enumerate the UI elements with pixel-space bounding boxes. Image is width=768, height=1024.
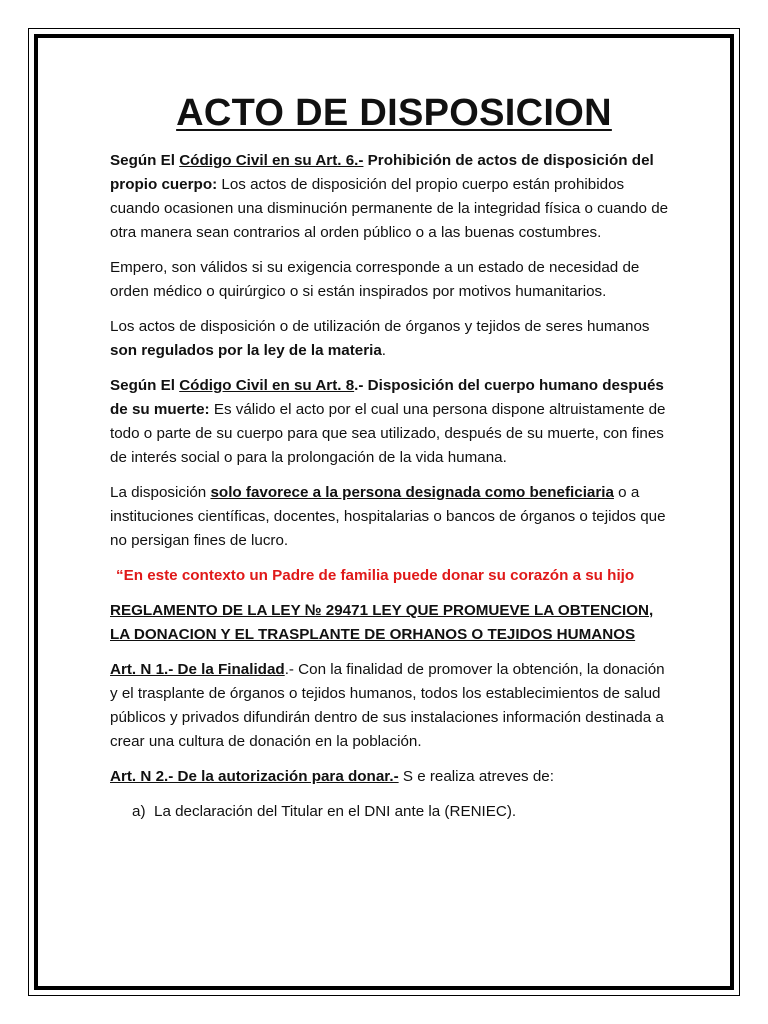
list-marker: a) [132,803,146,820]
paragraph-empero: Empero, son válidos si su exigencia corresponde a un estado de necesidad de orden médico o quirúrgico o si están inspirados por motivos humanitarios. [110,259,640,300]
highlight-quote: “En este contexto un Padre de familia puede donar su corazón a su hijo [116,567,635,584]
document-body [110,92,670,824]
paragraph-actos: Los actos de disposición o de utilización de órganos y tejidos de seres humanos son regulados por la ley de la materia. [110,318,650,359]
paragraph-art2: Art. N 2.- De la autorización para donar.- S e realiza atreves de: [110,768,554,785]
document-title: ACTO DE DISPOSICION [176,92,612,134]
art8-reference: Código Civil en su Art. 8 [179,377,355,394]
paragraph-disposicion: La disposición solo favorece a la persona designada como beneficiaria o a instituciones científicas, docentes, hospitalarias o bancos de órganos o tejidos que no persigan fines de lucro. [110,484,666,549]
section-heading-reglamento: REGLAMENTO DE LA LEY № 29471 LEY QUE PROMUEVE LA OBTENCION, LA DONACION Y EL TRASPLANTE DE ORHANOS O TEJIDOS HUMANOS [110,602,654,643]
paragraph-art6: Según El Código Civil en su Art. 6.- Prohibición de actos de disposición del propio cuerpo: Los actos de disposición del propio cuerpo están prohibidos cuando ocasionen una disminución permanente de la integridad física o cuando de otra manera sean contrarios al orden público o a las buenas costumbres. [110,152,669,241]
art6-reference: Código Civil en su Art. 6.- [179,152,364,169]
paragraph-art8: Según El Código Civil en su Art. 8.- Disposición del cuerpo humano después de su muerte: Es válido el acto por el cual una persona dispone altruistamente de todo o parte de su cuerpo para que sea utilizado, después de su muerte, con fines de interés social o para la prolongación de la vida humana. [110,377,666,466]
list-item: a) La declaración del Titular en el DNI ante la (RENIEC). [110,800,670,824]
paragraph-art1: Art. N 1.- De la Finalidad.- Con la finalidad de promover la obtención, la donación y el trasplante de órganos o tejidos humanos, todos los establecimientos de salud públicos y privados difundirán dentro de sus instalaciones información destinada a crear una cultura de donación en la población. [110,661,665,750]
